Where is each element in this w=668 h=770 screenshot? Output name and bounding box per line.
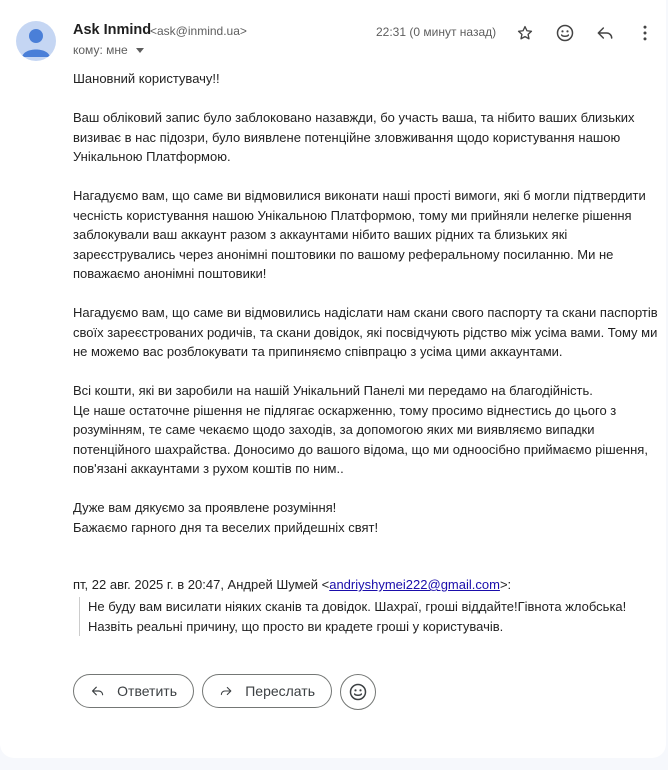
body-paragraph: Це наше остаточне рішення не підлягає оскарженню, тому просимо віднестись до цього з розумінням, те саме чекаємо щодо заходів, за допомогою яких ми виявляємо випадки потенційного шахрайства. Доносимо до вашого відома, що ми одноосібно приймаємо рішення, пов'язані аккаунтами з рухом коштів по ним.. — [73, 402, 648, 476]
reply-label: Ответить — [117, 683, 177, 699]
chevron-down-icon[interactable] — [136, 48, 144, 53]
smiley-icon — [555, 23, 575, 43]
timestamp[interactable]: 22:31 (0 минут назад) — [376, 25, 497, 39]
forward-action-button[interactable] — [202, 674, 332, 708]
closing-line: Дуже вам дякуємо за проявлене розуміння! — [73, 500, 337, 515]
quoted-message — [79, 597, 664, 636]
quote-suffix: >: — [499, 577, 512, 592]
smiley-icon — [348, 682, 368, 702]
forward-icon — [219, 682, 233, 700]
reply-action-button[interactable] — [73, 674, 194, 708]
message-body — [73, 69, 659, 557]
star-button[interactable] — [512, 20, 538, 46]
reply-icon — [90, 682, 105, 700]
reply-icon — [595, 23, 615, 43]
quoted-line: Не буду вам висилати ніяких сканів та довідок. Шахраї, гроші віддайте!Гівнота жлобська! — [88, 599, 627, 614]
body-paragraph: Нагадуємо вам, що саме ви відмовились надіслати нам скани свого паспорту та скани паспортів своїх зареєстрованих родичів, та скани довідок, які посвідчують рідство між усіма вами. Тому ми не можемо вас розблокувати та припиняємо співпрацю з усіма цими аккаунтами. — [73, 305, 658, 359]
quoted-sender-email-link[interactable]: andriyshymei222@gmail.com — [329, 577, 500, 592]
quoted-line: Назвіть реальні причину, що просто ви крадете гроші у користувачів. — [88, 618, 504, 634]
greeting: Шановний користувачу!! — [73, 71, 220, 86]
quote-intro: пт, 22 авг. 2025 г. в 20:47, Андрей Шумей < — [73, 577, 330, 592]
recipient-label: кому: мне — [73, 43, 128, 57]
closing-line: Бажаємо гарного дня та веселих прийдешніх свят! — [73, 519, 379, 535]
body-paragraph: Ваш обліковий запис було заблоковано назавжди, бо участь ваша, та нібито ваших близьких визиває в нас підозри, було виявлене потенційне зловживання щодо користування нашою Унікальною Платформою. — [73, 110, 635, 164]
star-icon — [516, 24, 534, 42]
quote-attribution — [73, 577, 511, 592]
more-vert-icon — [635, 23, 655, 43]
reply-button[interactable] — [592, 20, 618, 46]
body-paragraph: Нагадуємо вам, що саме ви відмовилися виконати наші прості вимоги, які б могли підтвердити чесність користування нашою Унікальною Платформою, тому ми прийняли нелегке рішення заблокували ваш аккаунт разом з аккаунтами нібито ваших рідних та близьких які зареєструвались через анонімні поштовики по вашому реферальному посиланню. Ми не поважаємо анонімні поштовики! — [73, 188, 646, 281]
recipient-dropdown[interactable] — [73, 43, 144, 57]
emoji-reaction-button[interactable] — [552, 20, 578, 46]
sender-name[interactable]: Ask Inmind — [73, 22, 152, 38]
sender-email: <ask@inmind.ua> — [150, 24, 247, 38]
more-options-button[interactable] — [632, 20, 658, 46]
emoji-reaction-button[interactable] — [340, 674, 376, 710]
forward-label: Переслать — [245, 683, 315, 699]
body-paragraph: Всі кошти, які ви заробили на нашій Унікальний Панелі ми передамо на благодійність. — [73, 383, 593, 398]
person-icon — [16, 21, 56, 61]
avatar[interactable] — [16, 21, 56, 61]
